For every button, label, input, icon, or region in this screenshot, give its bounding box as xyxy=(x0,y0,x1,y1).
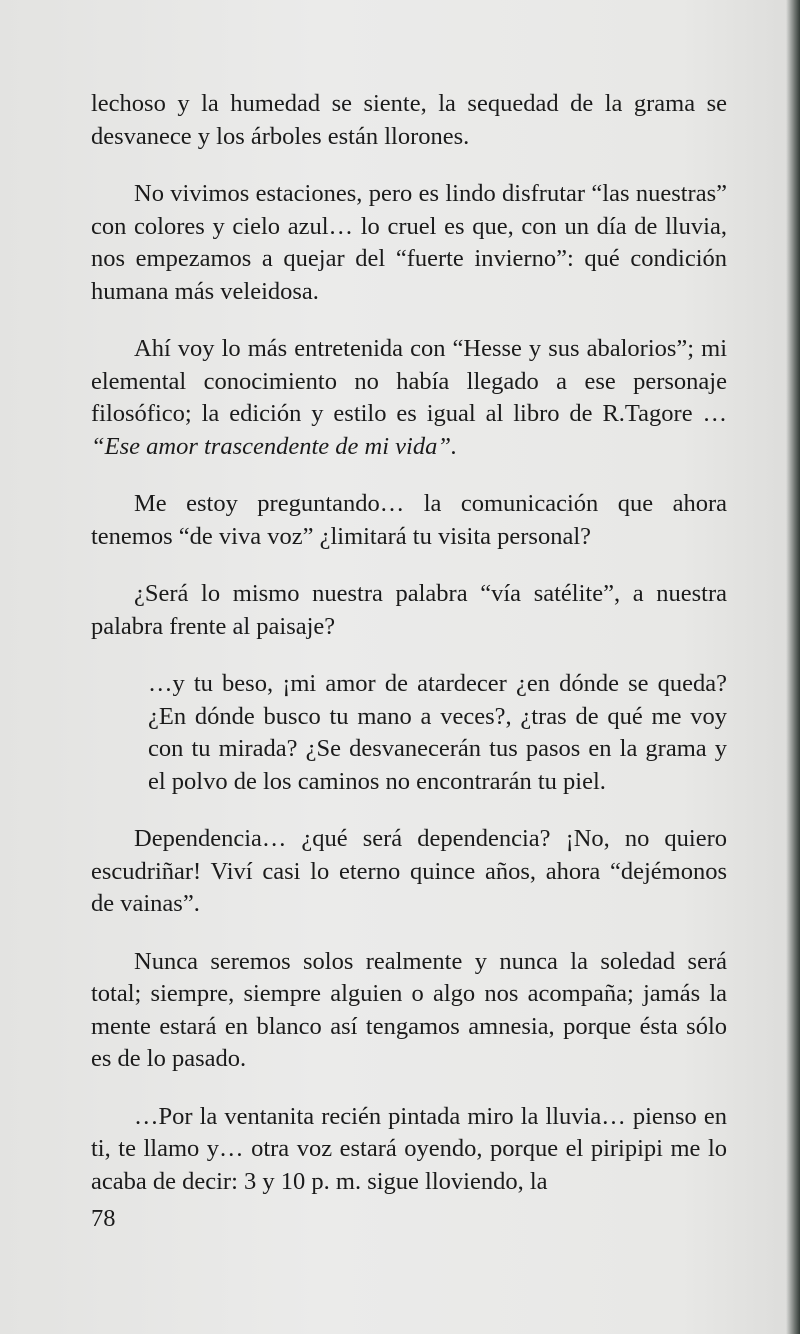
paragraph-3-text: Ahí voy lo más entretenida con “Hesse y sus abalorios”; mi elemental conocimiento no había llegado a ese personaje filosófico; la edición y estilo es igual al libro de R.Tagore … xyxy=(91,335,727,427)
paragraph-2: No vivimos estaciones, pero es lindo disfrutar “las nuestras” con colores y cielo azul… lo cruel es que, con un día de lluvia, nos empezamos a quejar del “fuerte invierno”: qué condición humana más veleidosa. xyxy=(91,180,727,305)
paragraph-9: …Por la ventanita recién pintada miro la lluvia… pienso en ti, te llamo y… otra voz estará oyendo, porque el piripipi me lo acaba de decir: 3 y 10 p. m. sigue lloviendo, la xyxy=(91,1102,727,1195)
paragraph-8: Nunca seremos solos realmente y nunca la soledad será total; siempre, siempre alguien o algo nos acompaña; jamás la mente estará en blanco así tengamos amnesia, porque ésta sólo es de lo pasado. xyxy=(91,947,727,1072)
book-title-quote: “Ese amor trascendente de mi vida”. xyxy=(91,432,458,460)
paragraph-4: Me estoy preguntando… la comunicación que ahora tenemos “de viva voz” ¿limitará tu visita personal? xyxy=(91,490,727,550)
paragraph-3 xyxy=(91,333,727,463)
page-body xyxy=(91,88,727,1198)
paragraph-7: Dependencia… ¿qué será dependencia? ¡No, no quiero escudriñar! Viví casi lo eterno quince años, ahora “dejémonos de vainas”. xyxy=(91,825,727,917)
paragraph-1: lechoso y la humedad se siente, la sequedad de la grama se desvanece y los árboles están llorones. xyxy=(91,90,727,150)
page-edge-shadow xyxy=(786,0,800,1334)
paragraph-5: ¿Será lo mismo nuestra palabra “vía satélite”, a nuestra palabra frente al paisaje? xyxy=(91,580,727,640)
indented-passage: …y tu beso, ¡mi amor de atardecer ¿en dónde se queda? ¿En dónde busco tu mano a veces?, ¿tras de qué me voy con tu mirada? ¿Se desvanecerán tus pasos en la grama y el polvo de los caminos no encontrarán tu piel. xyxy=(148,670,727,795)
page-number: 78 xyxy=(91,1205,116,1232)
